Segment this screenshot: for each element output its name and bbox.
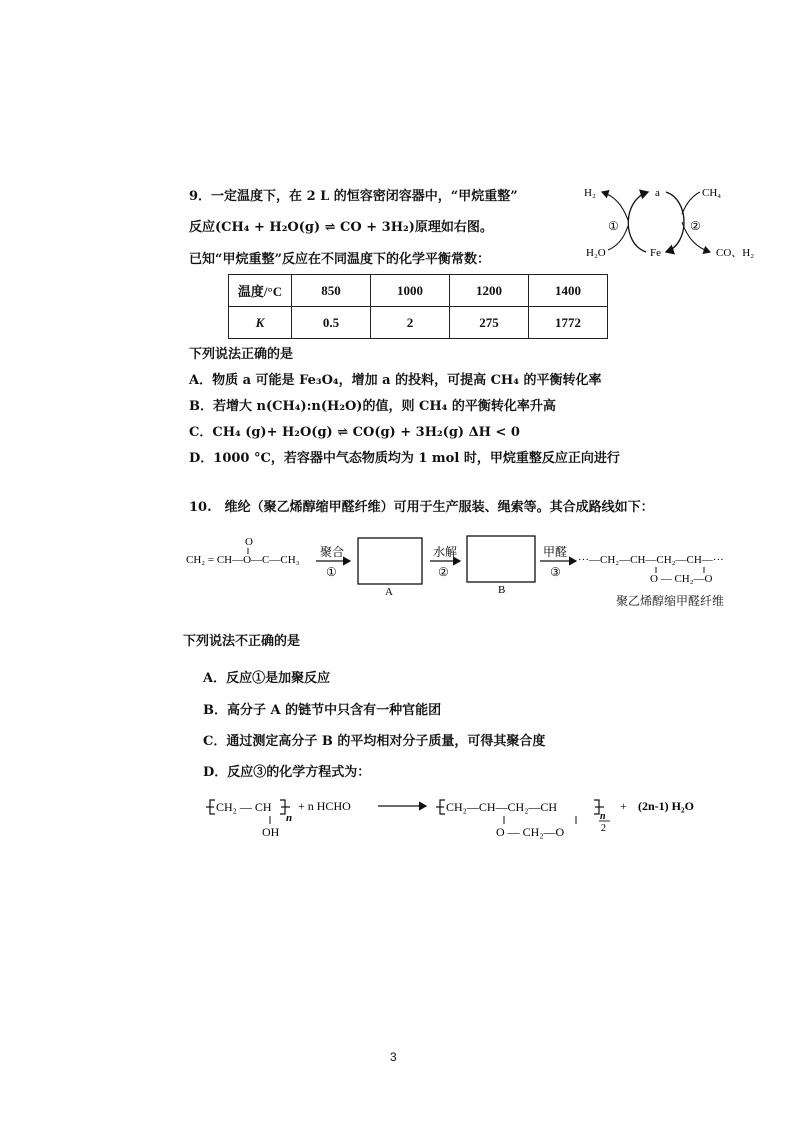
q9-option-a[interactable]: A．物质 a 可能是 Fe₃O₄，增加 a 的投料，可提高 CH₄ 的平衡转化率	[189, 373, 602, 388]
box-b	[467, 536, 535, 582]
table-header-1000: 1000	[371, 275, 450, 307]
carbonyl-oxygen: O	[245, 536, 253, 548]
left-branch-arrow	[602, 192, 628, 220]
table-header-1400: 1400	[529, 275, 608, 307]
table-cell-k-1000: 2	[371, 307, 450, 339]
table-cell-k-850: 0.5	[292, 307, 371, 339]
q10-intro: 10. 维纶（聚乙烯醇缩甲醛纤维）可用于生产服装、绳索等。其合成路线如下：	[189, 500, 654, 515]
step3-number: ③	[550, 565, 561, 579]
plus-hcho: + n HCHO	[298, 799, 351, 813]
table-cell-k-1400: 1772	[529, 307, 608, 339]
product-n: n	[600, 811, 606, 822]
q9-option-d[interactable]: D．1000 °C，若容器中气态物质均为 1 mol 时，甲烷重整反应正向进行	[189, 451, 620, 466]
reactant-n: n	[286, 812, 293, 824]
step3-reagent: 甲醛	[543, 545, 568, 559]
product-chain: ···—CH₂—CH—CH₂—CH—···	[578, 554, 724, 566]
box-b-label: B	[498, 584, 506, 596]
q10-option-d[interactable]: D．反应③的化学方程式为：	[203, 765, 371, 780]
diagram-ch4: CH₄	[702, 187, 722, 199]
q9-line2: 反应(CH₄ + H₂O(g) ⇌ CO + 3H₂)原理如右图。	[189, 220, 493, 235]
product-ring: O — CH₂—O	[650, 573, 713, 585]
diagram-h2o: H₂O	[586, 247, 606, 259]
left-cycle-arrow	[628, 192, 648, 252]
table-header-850: 850	[292, 275, 371, 307]
diagram-a: a	[655, 187, 660, 199]
table-header-1200: 1200	[450, 275, 529, 307]
product-chain-eq: CH₂—CH—CH₂—CH	[446, 800, 558, 814]
q10-option-b[interactable]: B．高分子 A 的链节中只含有一种官能团	[203, 703, 442, 718]
step1-reagent: 聚合	[320, 545, 345, 559]
diagram-circle-1: ①	[608, 219, 619, 233]
diagram-co-h2: CO、H₂	[716, 247, 755, 259]
plus-water: +	[620, 799, 627, 813]
product-name: 聚乙烯醇缩甲醛纤维	[616, 594, 725, 608]
monomer-formula: CH₂ = CH—O—C—CH₃	[186, 554, 300, 566]
reactant-oh: OH	[262, 825, 280, 839]
reactant-chain: CH₂ — CH	[216, 800, 272, 814]
methane-reforming-diagram	[578, 178, 768, 268]
equilibrium-constant-table	[228, 274, 608, 339]
right-cycle-arrow	[666, 192, 684, 252]
q10-prompt: 下列说法不正确的是	[183, 634, 301, 649]
q9-line1: 9．一定温度下，在 2 L 的恒容密闭容器中，“甲烷重整”	[189, 189, 518, 204]
q9-option-b[interactable]: B．若增大 n(CH₄):n(H₂O)的值，则 CH₄ 的平衡转化率升高	[189, 399, 556, 414]
diagram-fe: Fe	[650, 247, 661, 259]
table-cell-k-1200: 275	[450, 307, 529, 339]
diagram-h2: H₂	[584, 187, 596, 199]
step2-number: ②	[438, 565, 449, 579]
product-ring-eq: O — CH₂—O	[496, 825, 565, 839]
step1-number: ①	[326, 565, 337, 579]
ch4-in-arrow	[682, 192, 700, 214]
q9-prompt: 下列说法正确的是	[189, 347, 294, 362]
water-term: (2n-1) H₂O	[638, 799, 694, 813]
table-row-k: K	[229, 307, 292, 339]
diagram-circle-2: ②	[690, 219, 701, 233]
reaction-equation	[180, 788, 740, 844]
box-a	[358, 538, 422, 584]
product-n-denominator: 2	[601, 823, 606, 834]
page-number: 3	[390, 1050, 397, 1064]
box-a-label: A	[385, 586, 393, 598]
q10-option-a[interactable]: A．反应①是加聚反应	[203, 671, 331, 686]
step2-reagent: 水解	[433, 545, 458, 559]
q10-option-c[interactable]: C．通过测定高分子 B 的平均相对分子质量，可得其聚合度	[203, 734, 546, 749]
q9-line3: 已知“甲烷重整”反应在不同温度下的化学平衡常数：	[189, 252, 490, 267]
q9-option-c[interactable]: C．CH₄ (g)+ H₂O(g) ⇌ CO(g) + 3H₂(g) ΔH < 0	[189, 425, 520, 440]
table-header-temp: 温度/°C	[229, 275, 292, 307]
